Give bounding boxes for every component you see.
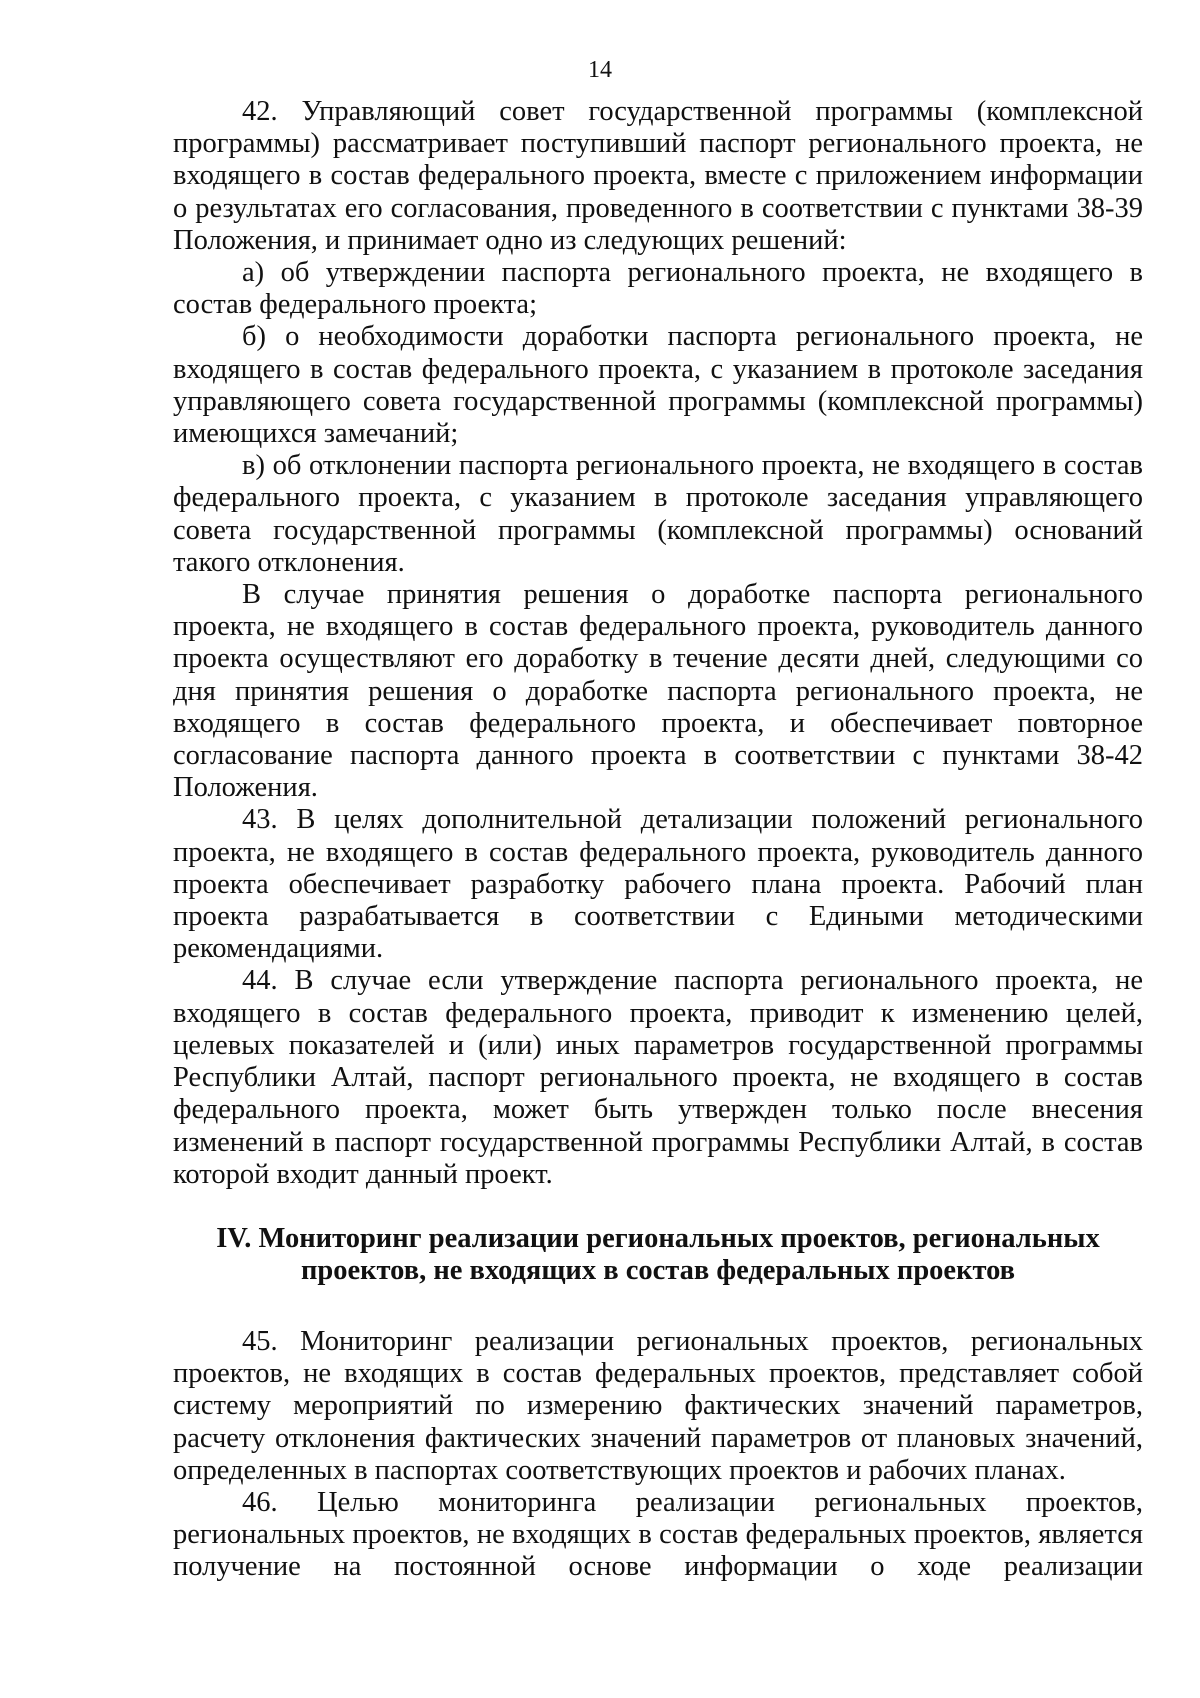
paragraph-42: 42. Управляющий совет государственной программы (комплексной программы) рассматривает поступивший паспорт регионального проекта, не входящего в состав федерального проекта, вместе с приложением информации о результатах его согласования, проведенного в соответствии с пунктами 38-39 Положения, и принимает одно из следующих решений: xyxy=(173,96,1143,256)
paragraph-42-option-b: б) о необходимости доработки паспорта регионального проекта, не входящего в состав федерального проекта, с указанием в протоколе заседания управляющего совета государственной программы (комплексной программы) имеющихся замечаний; xyxy=(173,321,1143,450)
paragraph-42-option-c: в) об отклонении паспорта регионального проекта, не входящего в состав федерального проекта, с указанием в протоколе заседания управляющего совета государственной программы (комплексной программы) оснований такого отклонения. xyxy=(173,450,1143,578)
document-body xyxy=(173,96,1143,1584)
paragraph-45: 45. Мониторинг реализации региональных проектов, региональных проектов, не входящих в состав федеральных проектов, представляет собой систему мероприятий по измерению фактических значений параметров, расчету отклонения фактических значений параметров от плановых значений, определенных в паспортах соответствующих проектов и рабочих планах. xyxy=(173,1325,1143,1486)
section-heading-line-1: IV. Мониторинг реализации региональных проектов, региональных xyxy=(216,1222,1100,1254)
paragraph-46: 46. Целью мониторинга реализации региональных проектов, региональных проектов, не входящих в состав федеральных проектов, является получение на постоянной основе информации о ходе реализации xyxy=(173,1486,1143,1583)
paragraph-43: 43. В целях дополнительной детализации положений регионального проекта, не входящего в состав федерального проекта, руководитель данного проекта обеспечивает разработку рабочего плана проекта. Рабочий план проекта разрабатывается в соответствии с Едиными методическими рекомендациями. xyxy=(173,804,1143,965)
paragraph-44: 44. В случае если утверждение паспорта регионального проекта, не входящего в состав федерального проекта, приводит к изменению целей, целевых показателей и (или) иных параметров государственной программы Республики Алтай, паспорт регионального проекта, не входящего в состав федерального проекта, может быть утвержден только после внесения изменений в паспорт государственной программы Республики Алтай, в состав которой входит данный проект. xyxy=(173,965,1143,1190)
paragraph-42-option-a: а) об утверждении паспорта регионального проекта, не входящего в состав федерального проекта; xyxy=(173,257,1143,321)
section-heading-line-2: проектов, не входящих в состав федеральных проектов xyxy=(300,1255,1016,1287)
page-number: 14 xyxy=(588,57,612,83)
paragraph-revision-procedure: В случае принятия решения о доработке паспорта регионального проекта, не входящего в состав федерального проекта, руководитель данного проекта осуществляют его доработку в течение десяти дней, следующими со дня принятия решения о доработке паспорта регионального проекта, не входящего в состав федерального проекта, и обеспечивает повторное согласование паспорта данного проекта в соответствии с пунктами 38-42 Положения. xyxy=(173,579,1143,804)
section-heading xyxy=(173,1223,1143,1288)
